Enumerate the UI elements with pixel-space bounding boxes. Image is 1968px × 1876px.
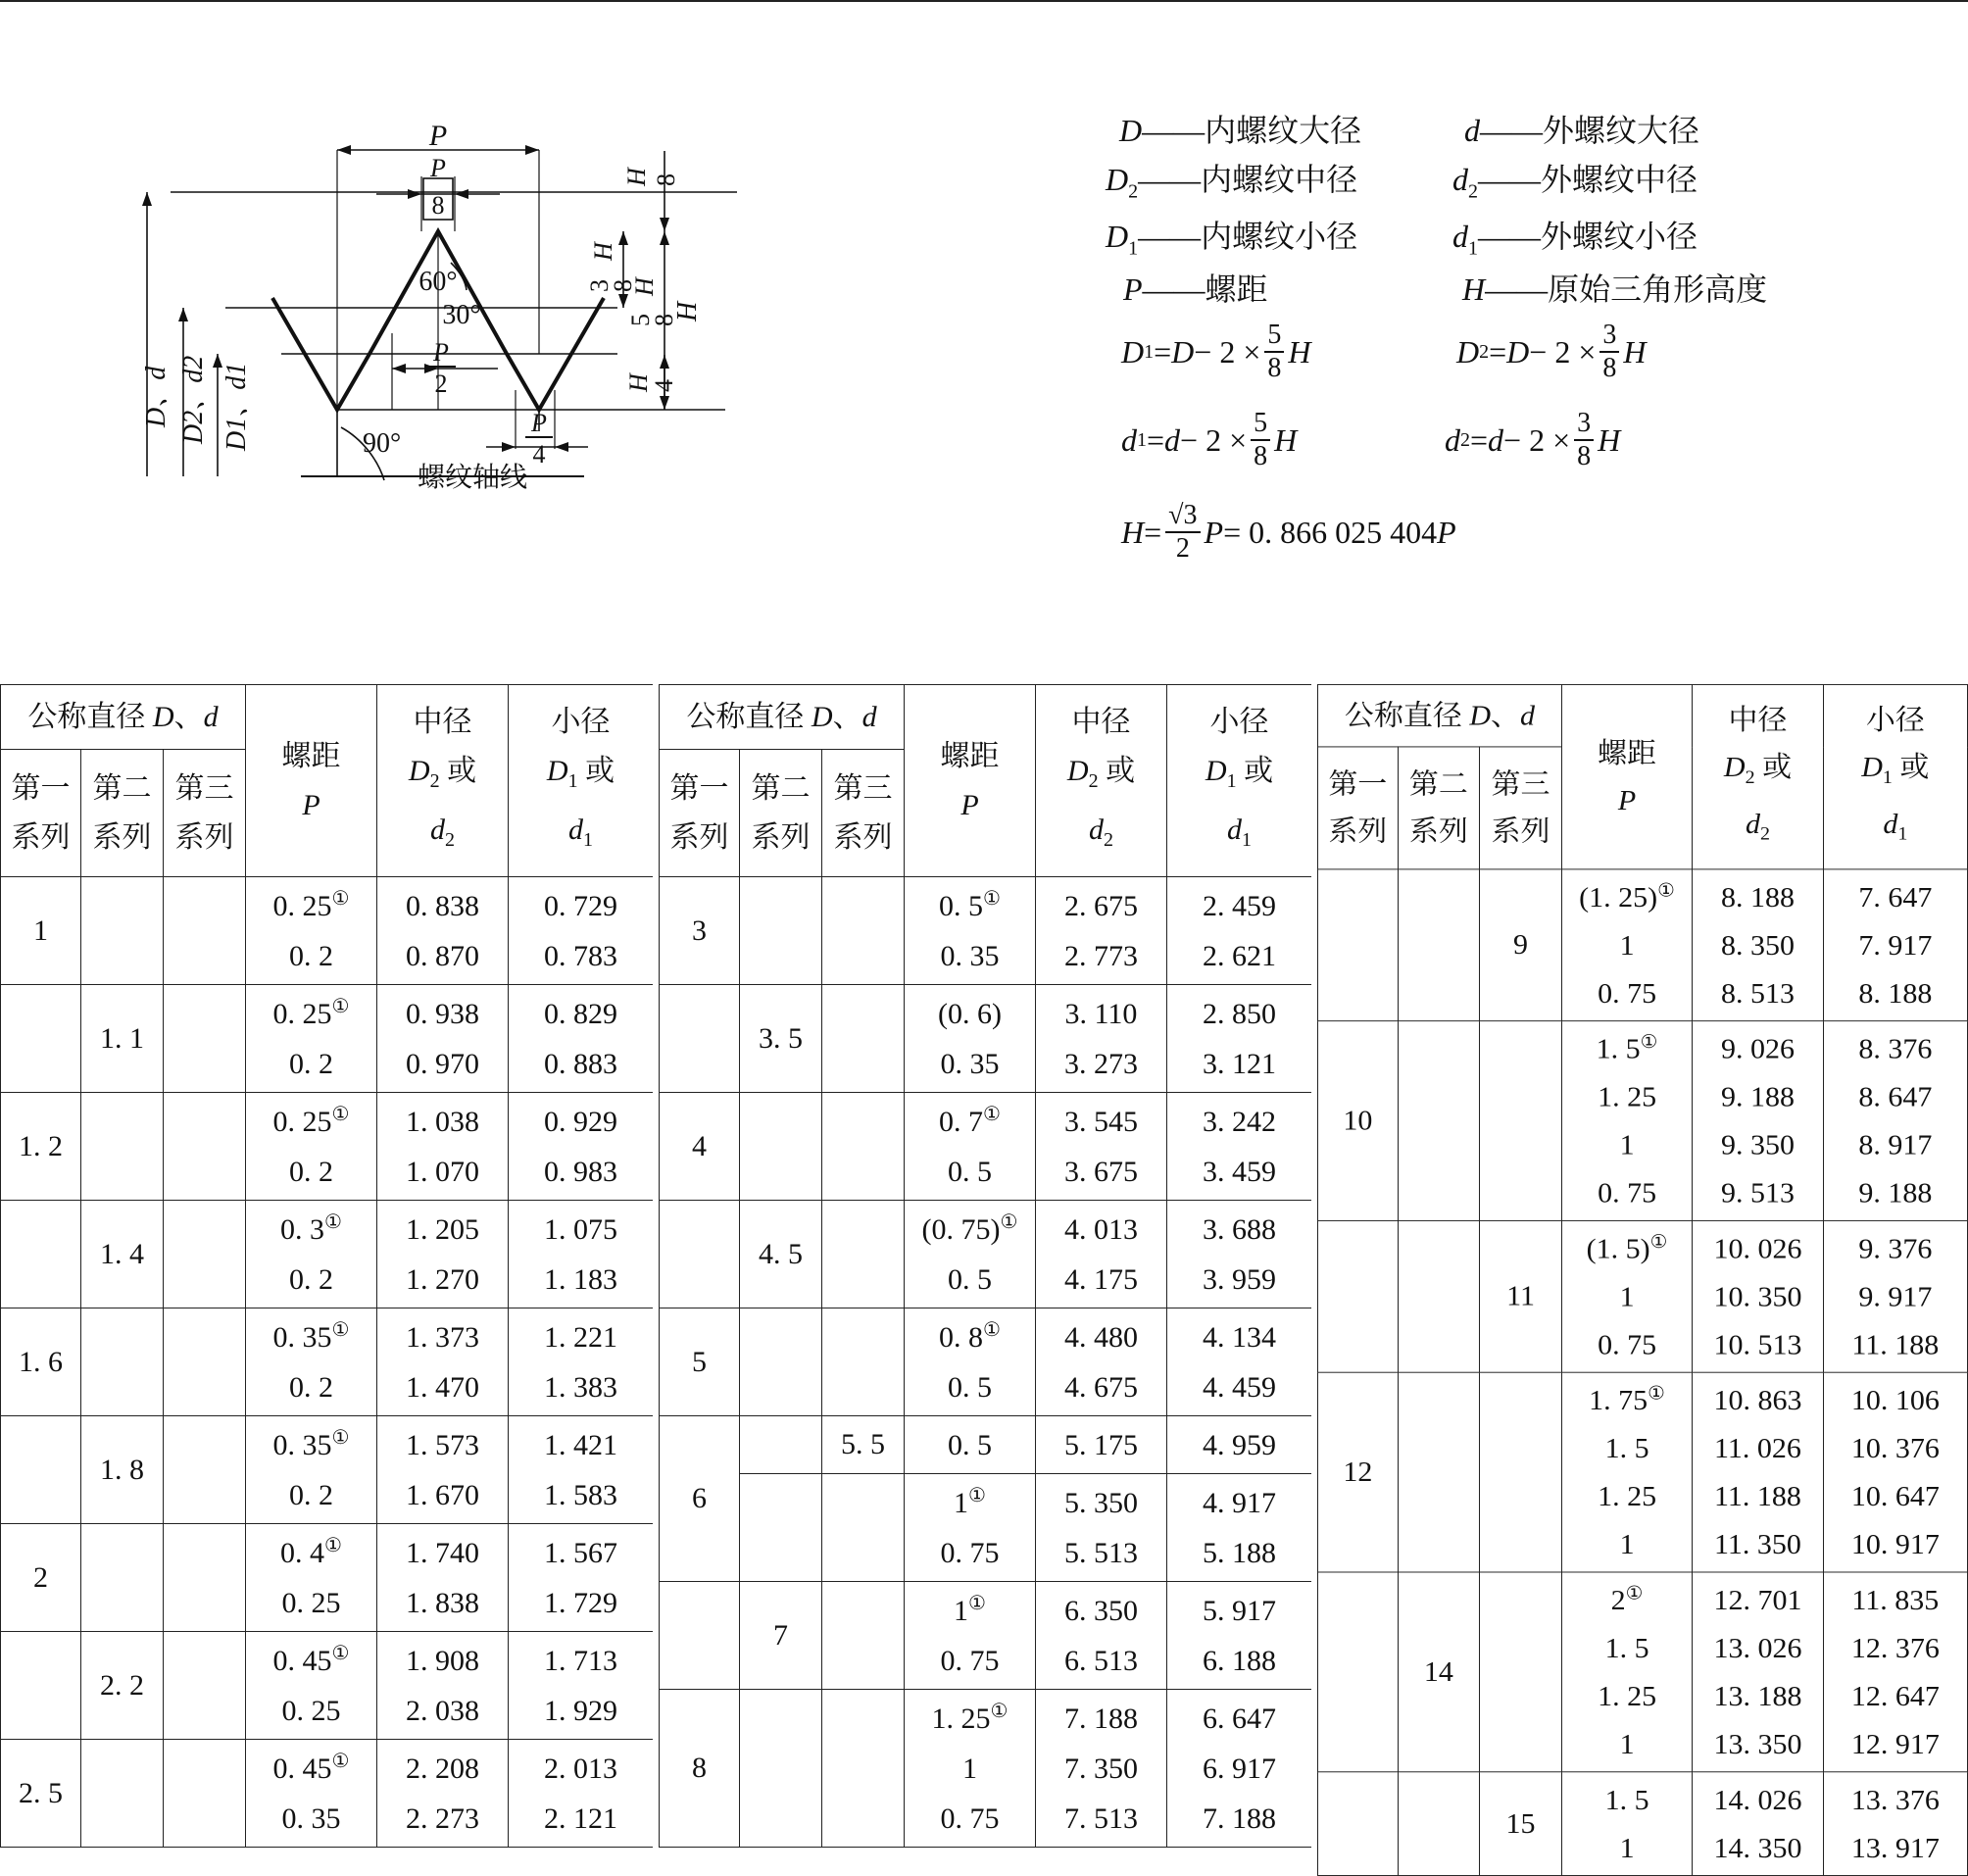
dim-label-H4-num: H — [624, 373, 653, 392]
cell-series-3: 15 — [1480, 1772, 1562, 1876]
cell-minor-diameter: 1. 075 1. 183 — [509, 1201, 654, 1308]
cell-series-3 — [164, 1308, 246, 1416]
table-row — [1318, 1572, 1968, 1772]
cell-series-2 — [740, 1690, 822, 1848]
header-minor-diameter: 小径 $D_1$ 或 $d_1$ — [1823, 684, 1967, 868]
cell-pitch: 1. 5① 1. 25 1 0. 75 — [1561, 1021, 1692, 1221]
cell-series-2 — [740, 1474, 822, 1582]
table-row — [1318, 869, 1968, 1021]
cell-pitch-diameter: 2. 675 2. 773 — [1036, 877, 1167, 985]
dim-label-5-8H-den: 8 — [650, 314, 678, 326]
cell-pitch: (1. 25)① 1 0. 75 — [1561, 869, 1692, 1021]
cell-series-3 — [164, 1201, 246, 1308]
header-series-3: 第三 系列 — [1480, 747, 1562, 869]
formula-H: H = $\frac{√3}{2}$ P = 0. 866 025 404 P — [1121, 500, 1456, 564]
header-series-2: 第二 系列 — [81, 750, 164, 877]
cell-minor-diameter: 0. 929 0. 983 — [509, 1093, 654, 1201]
formula-d1: d 1 = d − 2 × $\frac{5}{8}$ H — [1121, 408, 1298, 471]
cell-series-1: 2. 5 — [1, 1740, 81, 1848]
table-row — [1, 1416, 654, 1524]
cell-series-2: 7 — [740, 1582, 822, 1690]
cell-pitch-diameter: 1. 373 1. 470 — [377, 1308, 509, 1416]
cell-series-1 — [1, 1201, 81, 1308]
cell-pitch-diameter: 7. 188 7. 350 7. 513 — [1036, 1690, 1167, 1848]
angle-60-label: 60° — [418, 267, 458, 297]
cell-pitch: 0. 7① 0. 5 — [905, 1093, 1036, 1201]
cell-pitch-diameter: 5. 175 — [1036, 1416, 1167, 1474]
table-row — [660, 1093, 1312, 1201]
cell-series-3: 11 — [1480, 1220, 1562, 1372]
formula-D2: D 2 = D − 2 × $\frac{3}{8}$ H — [1456, 320, 1647, 383]
cell-series-3 — [164, 1740, 246, 1848]
cell-pitch: 1① 0. 75 — [905, 1474, 1036, 1582]
cell-pitch: 0. 25① 0. 2 — [246, 985, 377, 1093]
angle-30-label: 30° — [442, 300, 481, 330]
dim-label-3-8H-H: H — [589, 242, 617, 261]
legend-d: d——外螺纹大径 — [1464, 113, 1700, 148]
dim-label-3-8H-den: 8 — [609, 279, 637, 292]
table-row — [1, 1524, 654, 1632]
cell-minor-diameter: 1. 221 1. 383 — [509, 1308, 654, 1416]
table-row — [660, 877, 1312, 985]
header-pitch: 螺距 P — [1561, 684, 1692, 868]
table-row — [1, 1308, 654, 1416]
cell-series-3 — [822, 877, 905, 985]
cell-series-3 — [1480, 1372, 1562, 1572]
cell-series-1 — [1318, 1220, 1399, 1372]
cell-series-2: 4. 5 — [740, 1201, 822, 1308]
cell-minor-diameter: 6. 647 6. 917 7. 188 — [1167, 1690, 1312, 1848]
cell-series-1 — [1318, 1772, 1399, 1876]
cell-minor-diameter: 7. 647 7. 917 8. 188 — [1823, 869, 1967, 1021]
cell-series-2: 3. 5 — [740, 985, 822, 1093]
cell-series-2: 14 — [1398, 1572, 1480, 1772]
cell-pitch: 1. 75① 1. 5 1. 25 1 — [1561, 1372, 1692, 1572]
top-rule — [0, 0, 1968, 2]
cell-series-3 — [822, 1582, 905, 1690]
cell-minor-diameter: 2. 459 2. 621 — [1167, 877, 1312, 985]
formula-D1: D 1 = D − 2 × $\frac{5}{8}$ H — [1121, 320, 1311, 383]
cell-series-3 — [164, 1416, 246, 1524]
header-series-1: 第一 系列 — [1, 750, 81, 877]
cell-series-3 — [1480, 1021, 1562, 1221]
cell-pitch: 1. 5 1 — [1561, 1772, 1692, 1876]
thread-table-3 — [1317, 684, 1968, 1876]
dim-label-3-8H-num: 3 — [585, 279, 614, 292]
cell-pitch-diameter: 3. 110 3. 273 — [1036, 985, 1167, 1093]
legend-D: D——内螺纹大径 — [1119, 113, 1362, 148]
cell-series-1: 8 — [660, 1690, 740, 1848]
cell-series-3 — [164, 877, 246, 985]
dim-label-H4-den: 4 — [650, 379, 678, 392]
cell-minor-diameter: 8. 376 8. 647 8. 917 9. 188 — [1823, 1021, 1967, 1221]
cell-series-3 — [822, 1093, 905, 1201]
dim-label-H: H — [672, 301, 703, 321]
cell-minor-diameter: 11. 835 12. 376 12. 647 12. 917 — [1823, 1572, 1967, 1772]
table-row — [1318, 1372, 1968, 1572]
dim-label-P8-den: 8 — [431, 191, 445, 220]
cell-minor-diameter: 2. 850 3. 121 — [1167, 985, 1312, 1093]
cell-pitch: 0. 25① 0. 2 — [246, 877, 377, 985]
cell-series-2 — [81, 1524, 164, 1632]
cell-series-2: 2. 2 — [81, 1632, 164, 1740]
cell-minor-diameter: 0. 729 0. 783 — [509, 877, 654, 985]
cell-series-2 — [81, 1308, 164, 1416]
cell-series-2 — [1398, 1372, 1480, 1572]
cell-series-3 — [822, 985, 905, 1093]
cell-pitch: 1① 0. 75 — [905, 1582, 1036, 1690]
cell-series-2 — [740, 1416, 822, 1474]
legend-d1: $d_1——$外螺纹小径 — [1452, 219, 1698, 260]
header-series-1: 第一 系列 — [660, 750, 740, 877]
cell-pitch-diameter: 8. 188 8. 350 8. 513 — [1693, 869, 1823, 1021]
cell-minor-diameter: 5. 917 6. 188 — [1167, 1582, 1312, 1690]
cell-minor-diameter: 4. 134 4. 459 — [1167, 1308, 1312, 1416]
cell-series-3 — [822, 1201, 905, 1308]
cell-series-3 — [164, 1632, 246, 1740]
cell-pitch: (0. 6) 0. 35 — [905, 985, 1036, 1093]
cell-minor-diameter: 9. 376 9. 917 11. 188 — [1823, 1220, 1967, 1372]
cell-series-1 — [660, 1582, 740, 1690]
header-pitch: 螺距 P — [246, 685, 377, 877]
table-row — [660, 1201, 1312, 1308]
cell-series-3 — [164, 1524, 246, 1632]
cell-pitch-diameter: 9. 026 9. 188 9. 350 9. 513 — [1693, 1021, 1823, 1221]
dim-label-P4-den: 4 — [532, 440, 546, 469]
legend-D2: $D_2——$内螺纹中径 — [1106, 162, 1358, 203]
cell-series-1 — [1, 1632, 81, 1740]
table-row — [660, 1690, 1312, 1848]
cell-pitch-diameter: 12. 701 13. 026 13. 188 13. 350 — [1693, 1572, 1823, 1772]
cell-series-2 — [1398, 1021, 1480, 1221]
dim-label-5-8H-H: H — [630, 277, 659, 296]
table-gap — [653, 684, 657, 1876]
cell-pitch: 0. 45① 0. 35 — [246, 1740, 377, 1848]
cell-pitch: 0. 5① 0. 35 — [905, 877, 1036, 985]
cell-series-2 — [81, 1093, 164, 1201]
cell-series-2 — [81, 877, 164, 985]
cell-minor-diameter: 2. 013 2. 121 — [509, 1740, 654, 1848]
cell-pitch: 1. 25① 1 0. 75 — [905, 1690, 1036, 1848]
formula-d2: d 2 = d − 2 × $\frac{3}{8}$ H — [1445, 408, 1621, 471]
cell-pitch-diameter: 4. 013 4. 175 — [1036, 1201, 1167, 1308]
cell-minor-diameter: 3. 688 3. 959 — [1167, 1201, 1312, 1308]
header-minor-diameter: 小径 $D_1$ 或 $d_1$ — [509, 685, 654, 877]
cell-series-3: 5. 5 — [822, 1416, 905, 1474]
table-row — [1, 1201, 654, 1308]
angle-90-label: 90° — [363, 428, 402, 459]
cell-series-1 — [1318, 869, 1399, 1021]
cell-series-1: 2 — [1, 1524, 81, 1632]
cell-minor-diameter: 10. 106 10. 376 10. 647 10. 917 — [1823, 1372, 1967, 1572]
dim-label-D2d2: D2、d2 — [178, 355, 209, 444]
cell-series-1 — [1318, 1572, 1399, 1772]
cell-pitch: 0. 25① 0. 2 — [246, 1093, 377, 1201]
cell-series-3 — [822, 1474, 905, 1582]
cell-pitch-diameter: 6. 350 6. 513 — [1036, 1582, 1167, 1690]
cell-pitch-diameter: 10. 863 11. 026 11. 188 11. 350 — [1693, 1372, 1823, 1572]
cell-minor-diameter: 1. 421 1. 583 — [509, 1416, 654, 1524]
thread-axis-label: 螺纹轴线 — [418, 463, 528, 493]
cell-pitch-diameter: 5. 350 5. 513 — [1036, 1474, 1167, 1582]
table-row — [660, 1474, 1312, 1582]
cell-series-1: 12 — [1318, 1372, 1399, 1572]
table-row — [1, 1740, 654, 1848]
cell-series-3 — [164, 985, 246, 1093]
table-row — [660, 985, 1312, 1093]
table-row — [1318, 1772, 1968, 1876]
header-series-2: 第二 系列 — [740, 750, 822, 877]
legend-H: H——原始三角形高度 — [1462, 272, 1768, 307]
header-series-3: 第三 系列 — [822, 750, 905, 877]
dim-label-H8: H — [622, 168, 651, 186]
thread-profile-diagram — [127, 116, 703, 518]
cell-series-1: 3 — [660, 877, 740, 985]
dim-label-5-8H-num: 5 — [626, 314, 655, 326]
cell-minor-diameter: 0. 829 0. 883 — [509, 985, 654, 1093]
dim-label-P4-num: P — [531, 409, 547, 437]
cell-pitch-diameter: 1. 038 1. 070 — [377, 1093, 509, 1201]
thread-table-1 — [0, 684, 654, 1848]
legend-P: P——螺距 — [1123, 272, 1268, 307]
cell-series-2 — [740, 1308, 822, 1416]
table-row — [1, 985, 654, 1093]
cell-minor-diameter: 1. 713 1. 929 — [509, 1632, 654, 1740]
cell-pitch-diameter: 1. 908 2. 038 — [377, 1632, 509, 1740]
cell-pitch: 0. 4① 0. 25 — [246, 1524, 377, 1632]
cell-pitch: 0. 45① 0. 25 — [246, 1632, 377, 1740]
cell-series-1: 1. 2 — [1, 1093, 81, 1201]
cell-series-2 — [740, 877, 822, 985]
cell-series-1: 6 — [660, 1416, 740, 1582]
table-row — [1, 1093, 654, 1201]
cell-pitch: 0. 35① 0. 2 — [246, 1308, 377, 1416]
legend-d2: $d_2——$外螺纹中径 — [1452, 162, 1698, 203]
cell-pitch-diameter: 3. 545 3. 675 — [1036, 1093, 1167, 1201]
header-pitch-diameter: 中径 $D_2$ 或 $d_2$ — [1693, 684, 1823, 868]
cell-series-1: 5 — [660, 1308, 740, 1416]
cell-series-1: 4 — [660, 1093, 740, 1201]
header-nominal-diameter: 公称直径 D、d — [1, 685, 246, 750]
cell-series-2 — [740, 1093, 822, 1201]
cell-pitch: 0. 5 — [905, 1416, 1036, 1474]
cell-pitch: 2① 1. 5 1. 25 1 — [1561, 1572, 1692, 1772]
cell-minor-diameter: 4. 959 — [1167, 1416, 1312, 1474]
table-row — [1, 877, 654, 985]
dim-label-H8-den: 8 — [652, 173, 680, 186]
dim-label-Dd: D、d — [141, 366, 172, 427]
cell-pitch: 0. 3① 0. 2 — [246, 1201, 377, 1308]
cell-series-1: 10 — [1318, 1021, 1399, 1221]
legend-D1: $D_1——$内螺纹小径 — [1106, 219, 1358, 260]
cell-pitch-diameter: 4. 480 4. 675 — [1036, 1308, 1167, 1416]
cell-series-2 — [81, 1740, 164, 1848]
header-minor-diameter: 小径 $D_1$ 或 $d_1$ — [1167, 685, 1312, 877]
cell-pitch-diameter: 1. 740 1. 838 — [377, 1524, 509, 1632]
table-row — [1, 1632, 654, 1740]
cell-series-1 — [660, 1201, 740, 1308]
cell-series-2 — [1398, 1772, 1480, 1876]
header-series-3: 第三 系列 — [164, 750, 246, 877]
cell-minor-diameter: 3. 242 3. 459 — [1167, 1093, 1312, 1201]
cell-series-1 — [1, 1416, 81, 1524]
cell-series-1: 1 — [1, 877, 81, 985]
cell-pitch-diameter: 14. 026 14. 350 — [1693, 1772, 1823, 1876]
cell-series-1 — [660, 985, 740, 1093]
cell-pitch: 0. 35① 0. 2 — [246, 1416, 377, 1524]
cell-pitch: (1. 5)① 1 0. 75 — [1561, 1220, 1692, 1372]
table-row — [660, 1416, 1312, 1474]
cell-pitch: 0. 8① 0. 5 — [905, 1308, 1036, 1416]
dim-label-D1d1: D1、d1 — [221, 362, 252, 451]
header-pitch-diameter: 中径 $D_2$ 或 $d_2$ — [377, 685, 509, 877]
cell-series-2: 1. 8 — [81, 1416, 164, 1524]
dim-label-P8-num: P — [430, 154, 446, 182]
cell-series-3: 9 — [1480, 869, 1562, 1021]
dim-label-P: P — [428, 120, 448, 152]
cell-series-1: 1. 6 — [1, 1308, 81, 1416]
header-nominal-diameter: 公称直径 D、d — [660, 685, 905, 750]
cell-pitch-diameter: 1. 205 1. 270 — [377, 1201, 509, 1308]
cell-pitch-diameter: 0. 838 0. 870 — [377, 877, 509, 985]
table-row — [660, 1308, 1312, 1416]
cell-series-2: 1. 4 — [81, 1201, 164, 1308]
cell-minor-diameter: 1. 567 1. 729 — [509, 1524, 654, 1632]
cell-series-3 — [164, 1093, 246, 1201]
header-series-2: 第二 系列 — [1398, 747, 1480, 869]
cell-minor-diameter: 4. 917 5. 188 — [1167, 1474, 1312, 1582]
table-row — [1318, 1021, 1968, 1221]
cell-series-3 — [822, 1690, 905, 1848]
cell-pitch: (0. 75)① 0. 5 — [905, 1201, 1036, 1308]
cell-pitch-diameter: 10. 026 10. 350 10. 513 — [1693, 1220, 1823, 1372]
cell-series-3 — [1480, 1572, 1562, 1772]
cell-series-2: 1. 1 — [81, 985, 164, 1093]
dim-label-P2-num: P — [433, 338, 449, 367]
cell-series-1 — [1, 985, 81, 1093]
header-pitch: 螺距 P — [905, 685, 1036, 877]
thread-table-2 — [659, 684, 1312, 1848]
cell-pitch-diameter: 1. 573 1. 670 — [377, 1416, 509, 1524]
cell-minor-diameter: 13. 376 13. 917 — [1823, 1772, 1967, 1876]
cell-pitch-diameter: 0. 938 0. 970 — [377, 985, 509, 1093]
table-gap — [1311, 684, 1315, 1876]
cell-pitch-diameter: 2. 208 2. 273 — [377, 1740, 509, 1848]
header-series-1: 第一 系列 — [1318, 747, 1399, 869]
table-row — [660, 1582, 1312, 1690]
cell-series-2 — [1398, 1220, 1480, 1372]
header-pitch-diameter: 中径 $D_2$ 或 $d_2$ — [1036, 685, 1167, 877]
cell-series-3 — [822, 1308, 905, 1416]
header-nominal-diameter: 公称直径 D、d — [1318, 684, 1562, 746]
dim-label-P2-den: 2 — [434, 370, 448, 398]
table-row — [1318, 1220, 1968, 1372]
cell-series-2 — [1398, 869, 1480, 1021]
